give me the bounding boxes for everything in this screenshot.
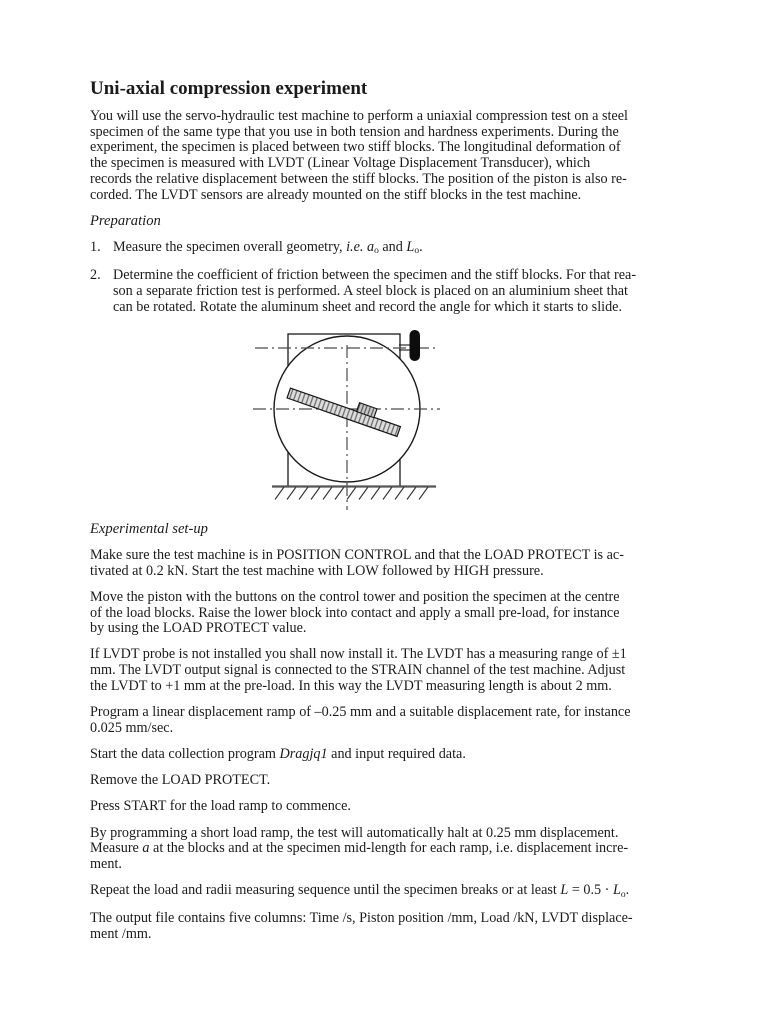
- text-segment: by using the LOAD PROTECT value.: [90, 620, 307, 637]
- text-segment: .: [419, 238, 423, 255]
- text-segment: at the blocks and at the specimen mid-length for each ramp, i.e. displacement incre-: [149, 840, 629, 857]
- ground-hatching: [275, 487, 428, 500]
- text-segment: The output file contains five columns: Time /s, Piston position /mm, Load /kN, LVDT displace-: [90, 910, 633, 927]
- text-segment: 0.025 mm/sec.: [90, 719, 174, 736]
- setup-paragraph-3: [90, 647, 700, 694]
- setup-paragraph-1: [90, 548, 700, 579]
- text-segment: specimen of the same type that you use in both tension and hardness experiments. During the: [90, 123, 619, 140]
- list-number: 2.: [90, 267, 101, 284]
- text-segment: o: [620, 889, 626, 900]
- text-segment: the specimen is measured with LVDT (Linear Voltage Displacement Transducer), which: [90, 155, 591, 172]
- text-segment: .: [625, 882, 630, 899]
- text-segment: can be rotated. Rotate the aluminum sheet and record the angle for which it starts to slide.: [113, 298, 623, 315]
- setup-paragraph-5: [90, 747, 700, 763]
- clamp-knob-icon: [410, 330, 421, 361]
- text-segment: L: [612, 882, 621, 899]
- text-line: [90, 548, 700, 564]
- text-segment: Make sure the test machine is in POSITION CONTROL and that the LOAD PROTECT is ac-: [90, 546, 624, 563]
- text-segment: Press START for the load ramp to commence.: [90, 798, 351, 815]
- text-segment: son a separate friction test is performed. A steel block is placed on an aluminium sheet that: [113, 282, 628, 299]
- setup-paragraph-2: [90, 590, 700, 637]
- text-segment: Start the data collection program: [90, 745, 280, 762]
- text-segment: mm. The LVDT output signal is connected to the STRAIN channel of the test machine. Adjust: [90, 662, 626, 679]
- text-line: [90, 857, 700, 873]
- setup-paragraph-7: [90, 799, 700, 815]
- text-segment: and input required data.: [327, 745, 466, 762]
- text-line: [90, 747, 700, 763]
- text-line: [90, 721, 700, 737]
- text-segment: experiment, the specimen is placed between two stiff blocks. The longitudinal deformation of: [90, 139, 621, 156]
- text-line: [90, 522, 700, 538]
- text-line: [90, 883, 700, 901]
- text-line: [90, 679, 700, 695]
- text-segment: If LVDT probe is not installed you shall now install it. The LVDT has a measuring range of ±1: [90, 646, 627, 663]
- text-segment: the LVDT to +1 mm at the pre-load. In this way the LVDT measuring length is about 2 mm.: [90, 677, 612, 694]
- text-line: [90, 156, 700, 172]
- text-line: [90, 911, 700, 927]
- prep-step-1: [90, 240, 700, 258]
- text-line: [90, 188, 700, 204]
- friction-test-figure: [243, 326, 458, 518]
- list-number: 1.: [90, 238, 101, 255]
- text-segment: L: [406, 238, 415, 255]
- setup-heading: [90, 522, 700, 538]
- text-line: [90, 826, 700, 842]
- text-line: [90, 172, 700, 188]
- text-line: [90, 663, 700, 679]
- text-segment: Experimental set-up: [90, 520, 208, 537]
- text-line: [90, 140, 700, 156]
- text-line: [90, 927, 700, 943]
- preparation-heading: [90, 214, 700, 230]
- text-segment: i.e.: [346, 238, 364, 255]
- text-segment: Measure the specimen overall geometry,: [113, 238, 347, 255]
- text-segment: Dragjq1: [279, 745, 328, 762]
- text-line: [113, 240, 700, 258]
- text-line: [90, 606, 700, 622]
- text-line: [90, 841, 700, 857]
- text-segment: o: [374, 246, 379, 257]
- setup-paragraph-4: [90, 705, 700, 736]
- text-segment: ment.: [90, 855, 122, 872]
- text-line: [90, 125, 700, 141]
- text-segment: Repeat the load and radii measuring sequence until the specimen breaks or at least: [90, 882, 561, 899]
- text-line: [90, 564, 700, 580]
- text-line: [113, 300, 700, 316]
- setup-paragraph-8: [90, 826, 700, 873]
- text-segment: of the load blocks. Raise the lower block into contact and apply a small pre-load, for instance: [90, 604, 620, 621]
- text-segment: Program a linear displacement ramp of –0.25 mm and a suitable displacement rate, for instance: [90, 704, 631, 721]
- setup-paragraph-10: [90, 911, 700, 942]
- text-segment: Measure: [90, 840, 143, 857]
- text-segment: and: [378, 238, 407, 255]
- text-segment: ment /mm.: [90, 926, 152, 943]
- text-segment: L: [560, 882, 569, 899]
- text-line: [90, 773, 700, 789]
- text-line: [90, 799, 700, 815]
- text-line: [90, 78, 700, 100]
- text-segment: Uni-axial compression experiment: [90, 78, 368, 99]
- text-line: [90, 109, 700, 125]
- setup-paragraph-9: [90, 883, 700, 901]
- text-line: [90, 590, 700, 606]
- text-segment: tivated at 0.2 kN. Start the test machine with LOW followed by HIGH pressure.: [90, 562, 544, 579]
- text-segment: records the relative displacement between the stiff blocks. The position of the piston is also re-: [90, 170, 627, 187]
- intro-paragraph: [90, 109, 700, 203]
- text-line: [113, 268, 700, 284]
- prep-step-2: [90, 268, 700, 315]
- text-line: [90, 621, 700, 637]
- text-segment: a: [366, 238, 375, 255]
- text-segment: = 0.5 ·: [568, 882, 613, 899]
- doc-body: [90, 78, 700, 953]
- text-segment: corded. The LVDT sensors are already mounted on the stiff blocks in the test machine.: [90, 186, 582, 203]
- text-segment: Move the piston with the buttons on the control tower and position the specimen at the centre: [90, 588, 620, 605]
- text-line: [113, 284, 700, 300]
- text-segment: Remove the LOAD PROTECT.: [90, 772, 271, 789]
- text-line: [90, 705, 700, 721]
- setup-paragraph-6: [90, 773, 700, 789]
- text-segment: You will use the servo-hydraulic test machine to perform a uniaxial compression test on a steel: [90, 108, 628, 124]
- text-segment: By programming a short load ramp, the test will automatically halt at 0.25 mm displacement.: [90, 824, 619, 841]
- text-segment: o: [414, 246, 420, 257]
- text-segment: Determine the coefficient of friction between the specimen and the stiff blocks. For that rea-: [113, 267, 637, 284]
- text-segment: a: [142, 840, 150, 857]
- text-line: [90, 647, 700, 663]
- doc-title: [90, 78, 700, 100]
- text-line: [90, 214, 700, 230]
- text-segment: Preparation: [90, 212, 161, 229]
